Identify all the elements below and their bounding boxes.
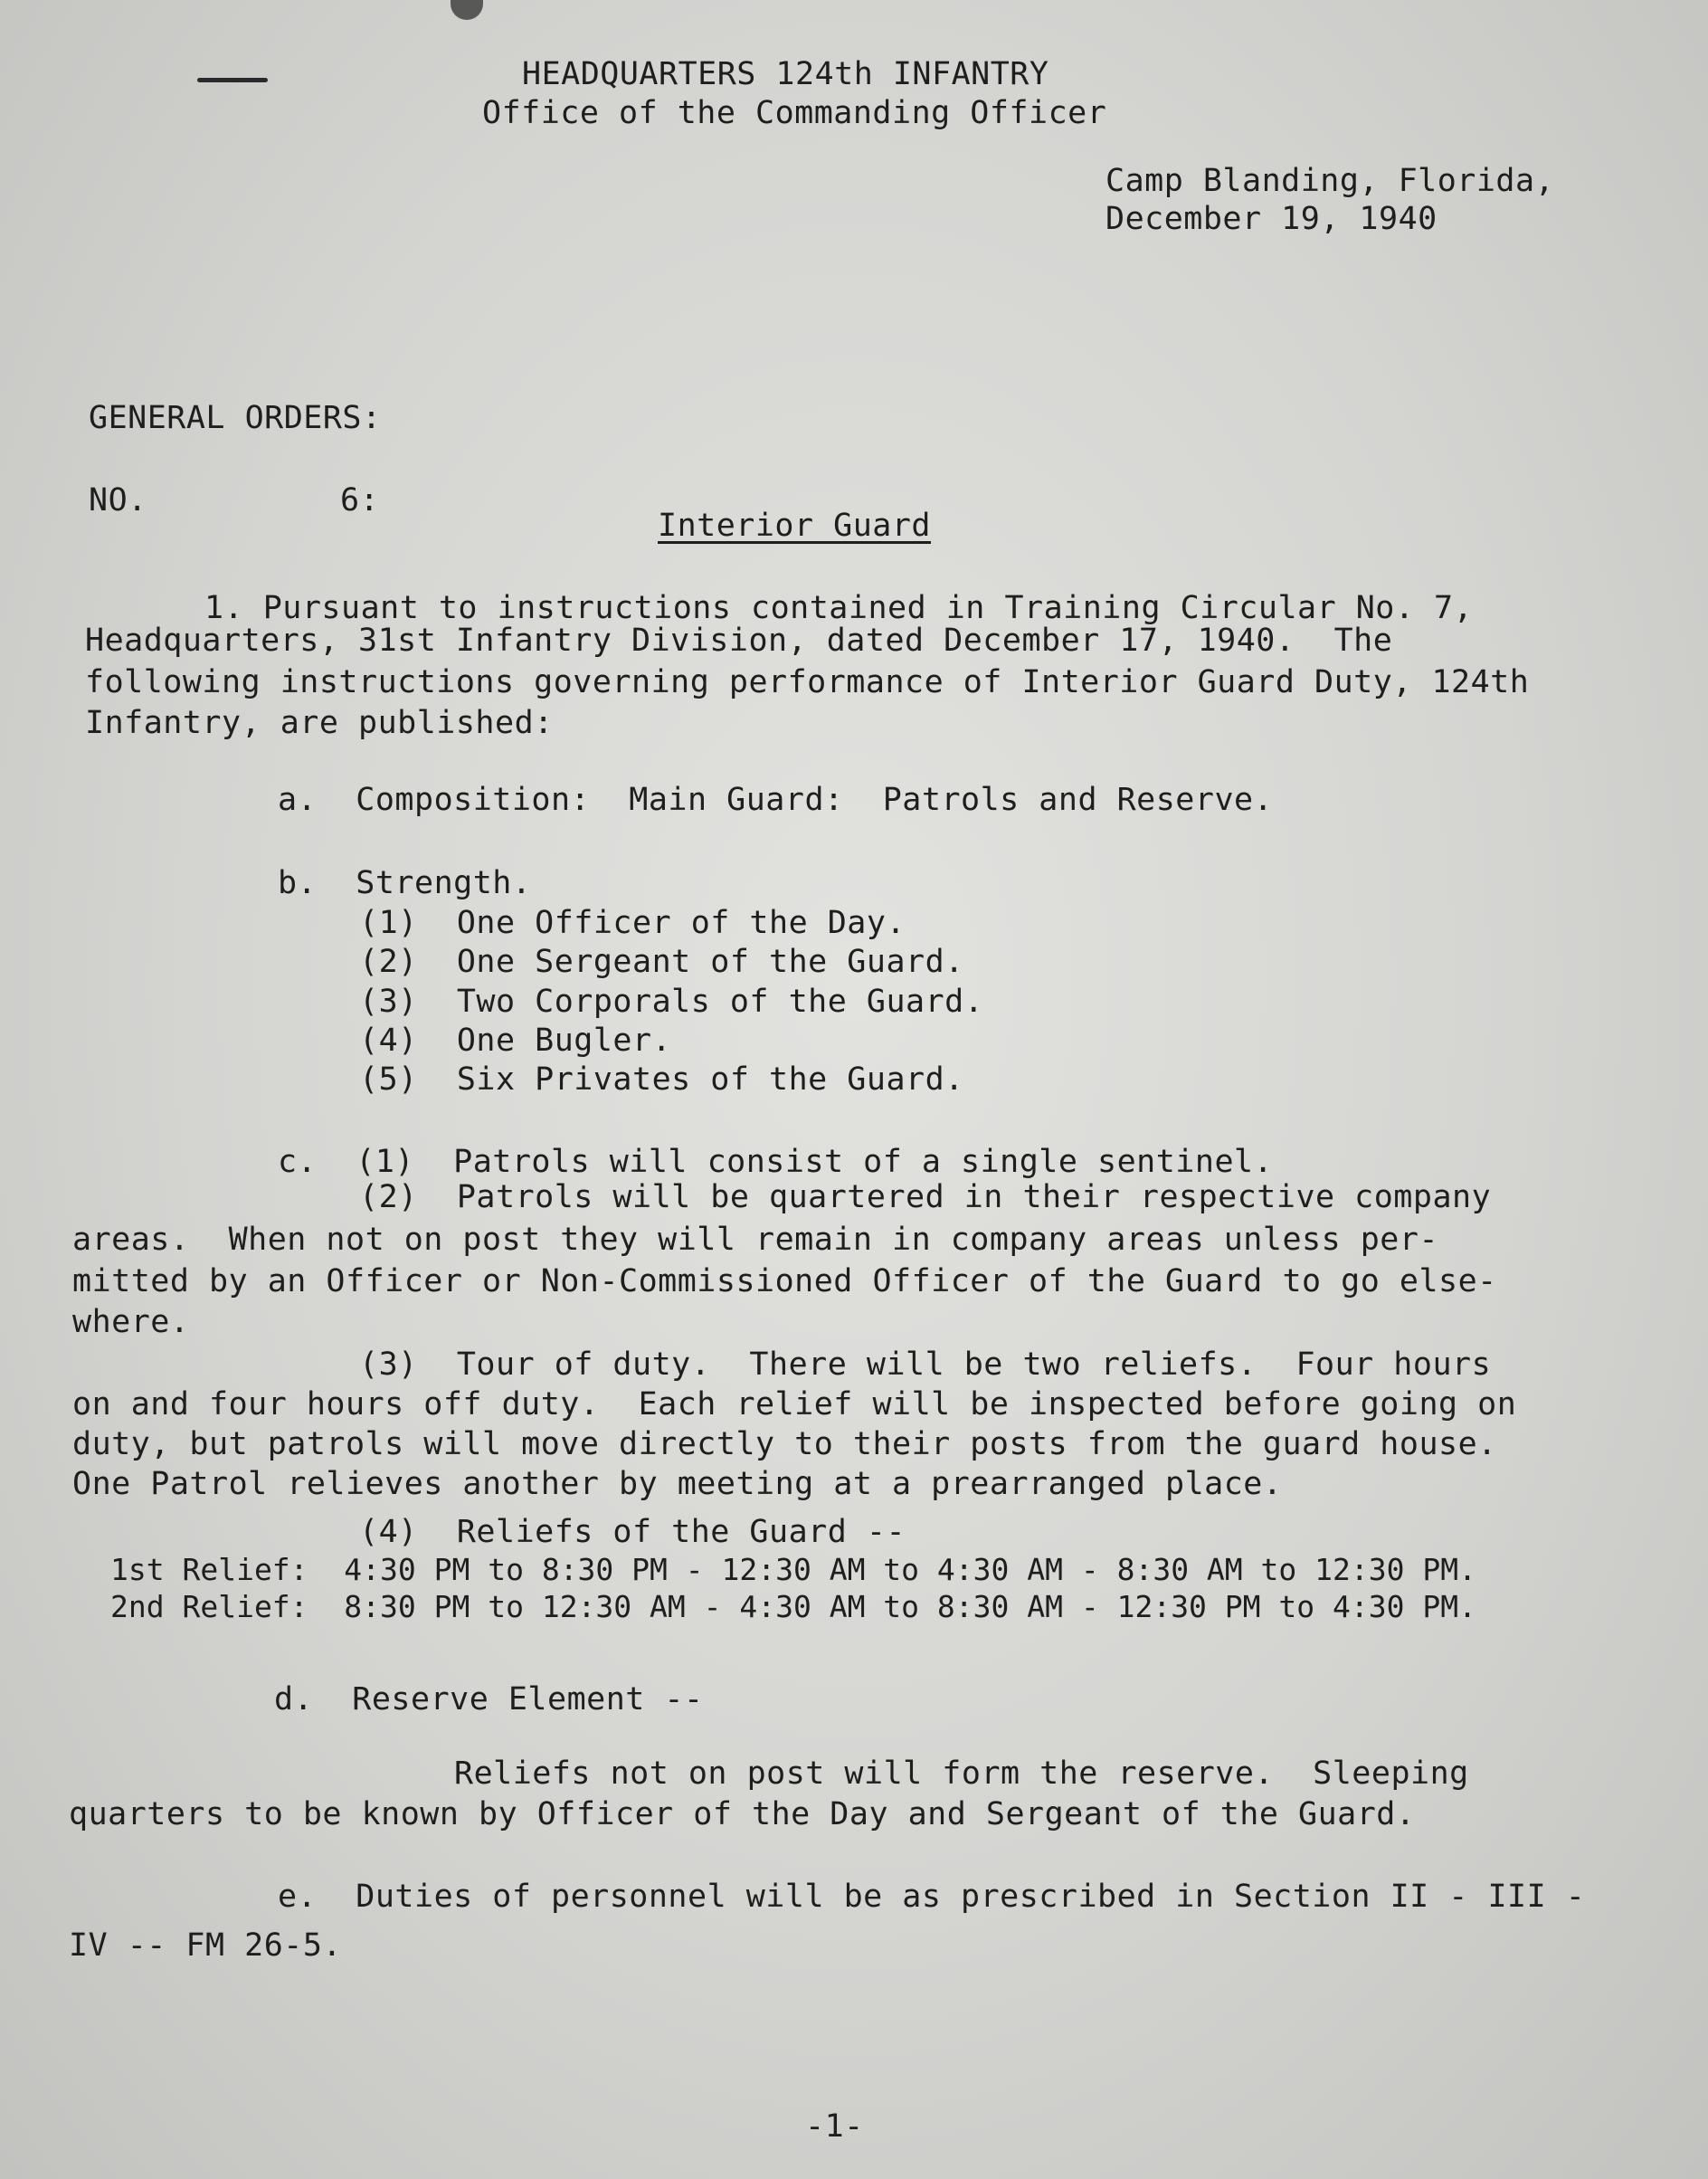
- order-no-label: NO.: [89, 482, 147, 519]
- item-d-line-2: quarters to be known by Officer of the Day and Sergeant of the Guard.: [69, 1796, 1416, 1832]
- page-number: -1-: [805, 2108, 864, 2145]
- item-a-composition: a. Composition: Main Guard: Patrols and Reserve.: [278, 782, 1274, 818]
- item-c3-line-1: (3) Tour of duty. There will be two reliefs. Four hours: [359, 1346, 1492, 1383]
- order-no-value: 6:: [340, 482, 380, 519]
- strength-item-4: (4) One Bugler.: [359, 1023, 672, 1059]
- header-subtitle: Office of the Commanding Officer: [482, 95, 1107, 131]
- header-date: December 19, 1940: [1105, 201, 1438, 237]
- paragraph-1-line-4: Infantry, are published:: [85, 705, 554, 741]
- item-c2-line-2: areas. When not on post they will remain in company areas unless per-: [72, 1222, 1439, 1258]
- strength-item-1: (1) One Officer of the Day.: [359, 905, 906, 941]
- ink-blot: [451, 0, 483, 20]
- item-e-line-2: IV -- FM 26-5.: [69, 1927, 343, 1964]
- strength-item-2: (2) One Sergeant of the Guard.: [359, 944, 964, 980]
- header-title: HEADQUARTERS 124th INFANTRY: [522, 56, 1049, 92]
- document-heading: Interior Guard: [658, 508, 932, 544]
- item-c1: c. (1) Patrols will consist of a single sentinel.: [278, 1144, 1274, 1180]
- header-dash: [197, 78, 268, 82]
- item-b-title: b. Strength.: [278, 865, 532, 901]
- item-c2-line-3: mitted by an Officer or Non-Commissioned Officer of the Guard to go else-: [72, 1263, 1497, 1299]
- item-e-line-1: e. Duties of personnel will be as prescribed in Section II - III -: [278, 1879, 1586, 1915]
- item-c3-line-2: on and four hours off duty. Each relief will be inspected before going on: [72, 1386, 1517, 1423]
- paragraph-1-line-1: 1. Pursuant to instructions contained in Training Circular No. 7,: [204, 590, 1474, 626]
- relief-2-schedule: 2nd Relief: 8:30 PM to 12:30 AM - 4:30 AM to 8:30 AM - 12:30 PM to 4:30 PM.: [110, 1589, 1476, 1624]
- item-c3-line-4: One Patrol relieves another by meeting at a prearranged place.: [72, 1466, 1283, 1502]
- general-orders-label: GENERAL ORDERS:: [89, 400, 382, 436]
- strength-item-3: (3) Two Corporals of the Guard.: [359, 984, 984, 1020]
- strength-item-5: (5) Six Privates of the Guard.: [359, 1061, 964, 1098]
- item-c2-line-4: where.: [72, 1304, 190, 1340]
- header-place: Camp Blanding, Florida,: [1105, 163, 1555, 199]
- item-d-line-1: Reliefs not on post will form the reserve. Sleeping: [454, 1756, 1469, 1792]
- paragraph-1-line-2: Headquarters, 31st Infantry Division, dated December 17, 1940. The: [85, 623, 1393, 659]
- item-c3-line-3: duty, but patrols will move directly to their posts from the guard house.: [72, 1426, 1497, 1462]
- item-c4: (4) Reliefs of the Guard --: [359, 1514, 906, 1550]
- item-c2-line-1: (2) Patrols will be quartered in their respective company: [359, 1179, 1492, 1215]
- relief-1-schedule: 1st Relief: 4:30 PM to 8:30 PM - 12:30 AM to 4:30 AM - 8:30 AM to 12:30 PM.: [110, 1552, 1476, 1587]
- item-d-title: d. Reserve Element --: [274, 1681, 704, 1718]
- paragraph-1-line-3: following instructions governing performance of Interior Guard Duty, 124th: [85, 664, 1530, 700]
